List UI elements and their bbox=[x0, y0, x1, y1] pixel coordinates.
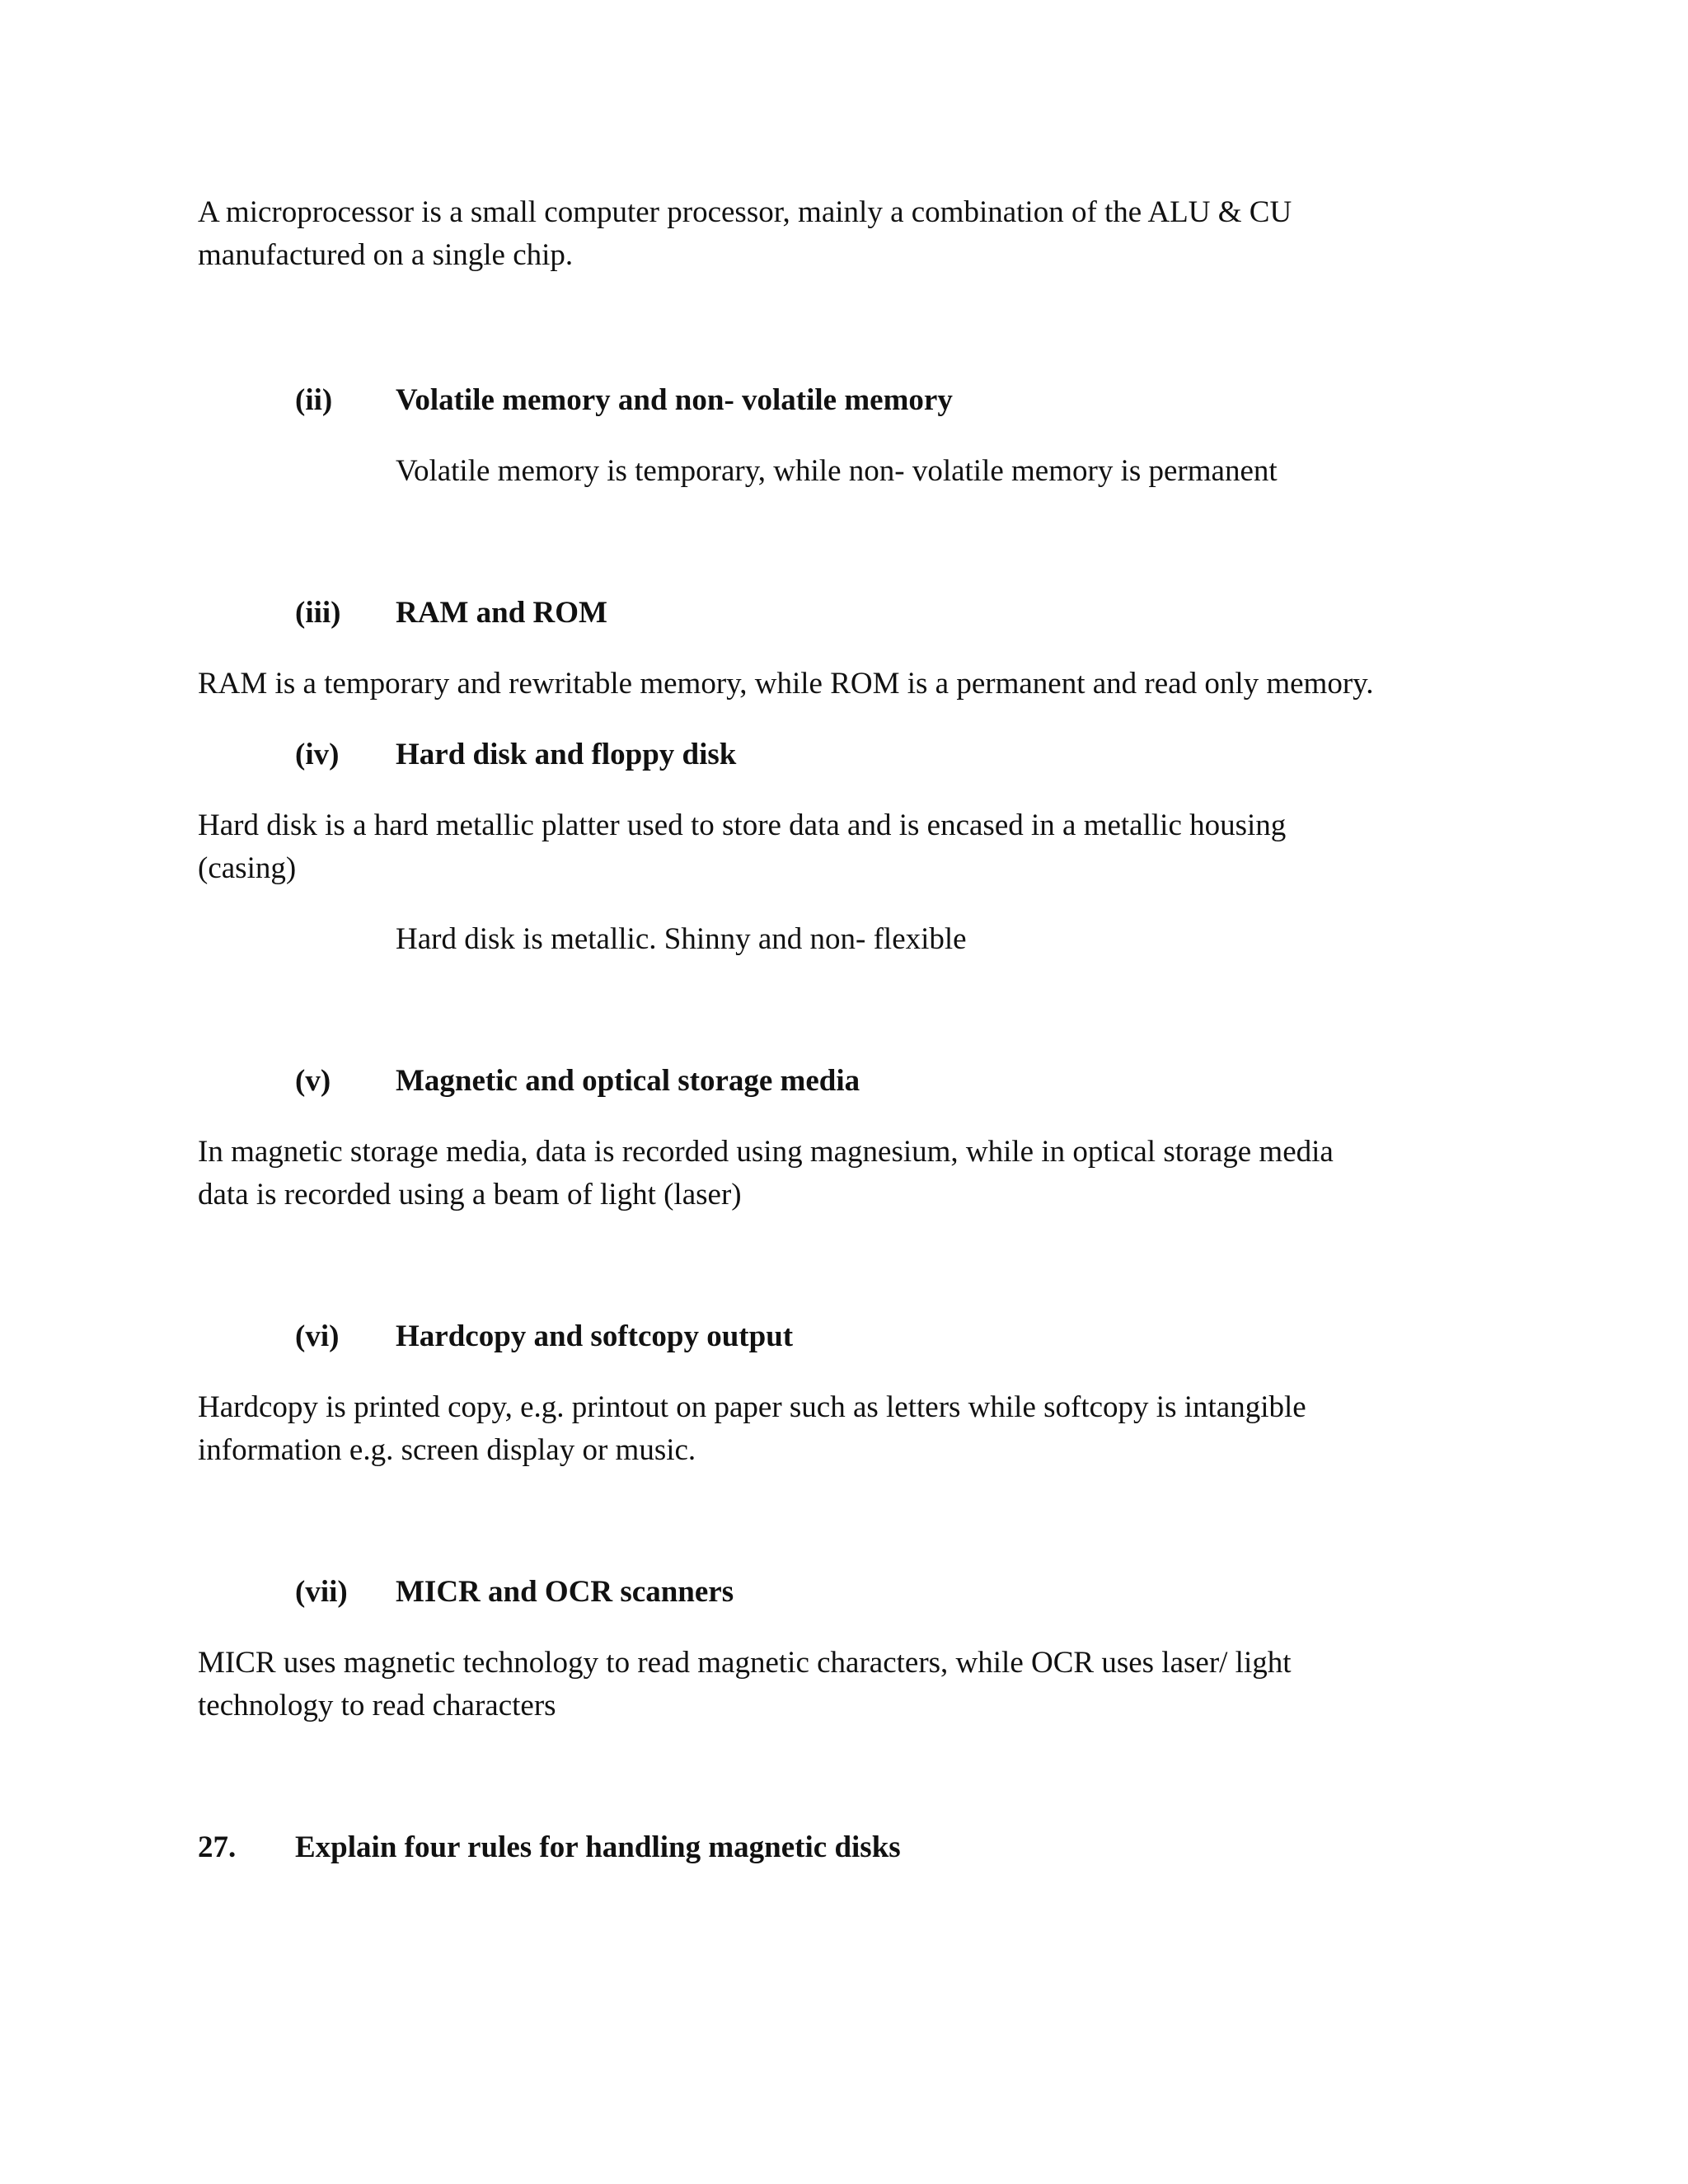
section-v-heading: Magnetic and optical storage media bbox=[396, 1064, 860, 1098]
section-iv-heading: Hard disk and floppy disk bbox=[396, 738, 737, 771]
section-iii-heading: RAM and ROM bbox=[396, 596, 607, 630]
section-ii-heading: Volatile memory and non- volatile memory bbox=[396, 383, 953, 417]
section-vi-body-1: Hardcopy is printed copy, e.g. printout on paper such as letters while softcopy is intangible bbox=[198, 1390, 1306, 1424]
section-iii-numeral: (iii) bbox=[295, 596, 341, 630]
question-number: 27. bbox=[198, 1830, 237, 1864]
section-v-body-2: data is recorded using a beam of light (laser) bbox=[198, 1178, 742, 1212]
section-iv-body-2: (casing) bbox=[198, 851, 297, 885]
section-vi-numeral: (vi) bbox=[295, 1319, 340, 1353]
section-v-body-1: In magnetic storage media, data is recorded using magnesium, while in optical storage media bbox=[198, 1135, 1334, 1169]
section-vi-heading: Hardcopy and softcopy output bbox=[396, 1319, 794, 1353]
section-vii-heading: MICR and OCR scanners bbox=[396, 1575, 734, 1609]
section-ii-numeral: (ii) bbox=[295, 383, 333, 417]
section-v-numeral: (v) bbox=[295, 1064, 331, 1098]
section-vi-body-2: information e.g. screen display or music. bbox=[198, 1433, 696, 1467]
section-iv-numeral: (iv) bbox=[295, 738, 340, 771]
intro-line-1: A microprocessor is a small computer processor, mainly a combination of the ALU & CU bbox=[198, 195, 1292, 229]
section-iv-body-1: Hard disk is a hard metallic platter used to store data and is encased in a metallic housing bbox=[198, 808, 1287, 842]
section-vii-body-2: technology to read characters bbox=[198, 1689, 556, 1722]
section-vii-numeral: (vii) bbox=[295, 1575, 348, 1609]
section-vii-body-1: MICR uses magnetic technology to read magnetic characters, while OCR uses laser/ light bbox=[198, 1646, 1292, 1680]
intro-line-2: manufactured on a single chip. bbox=[198, 238, 574, 272]
section-iv-body-3: Hard disk is metallic. Shinny and non- flexible bbox=[396, 922, 967, 956]
question-text: Explain four rules for handling magnetic disks bbox=[295, 1830, 901, 1864]
section-iii-body-1: RAM is a temporary and rewritable memory, while ROM is a permanent and read only memory. bbox=[198, 667, 1374, 701]
section-ii-body-1: Volatile memory is temporary, while non- volatile memory is permanent bbox=[396, 454, 1278, 488]
